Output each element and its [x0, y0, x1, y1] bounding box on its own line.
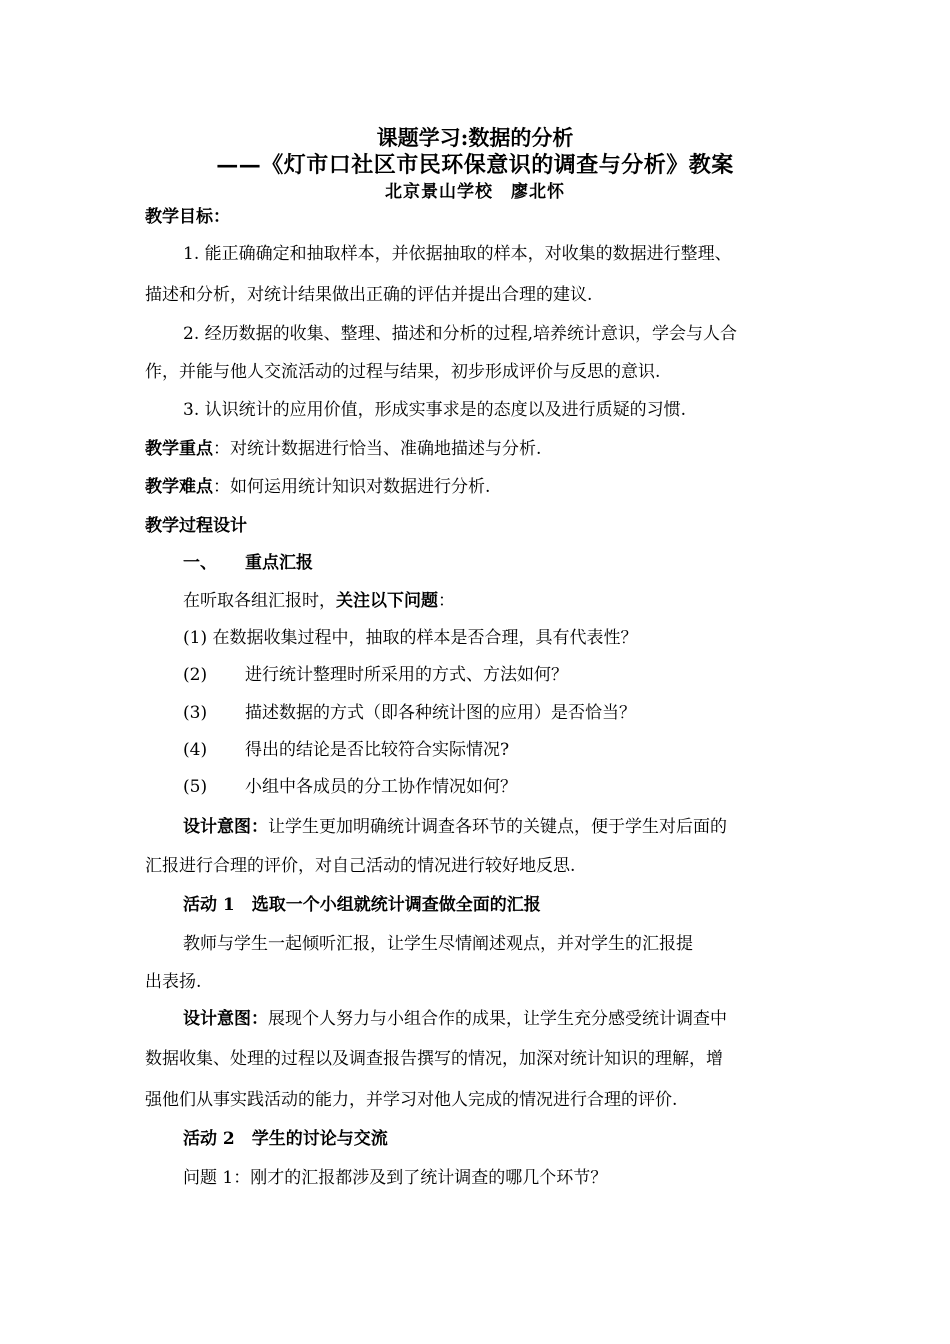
- activity-2-title: 活动 2 学生的讨论与交流: [183, 1129, 388, 1149]
- question-5: [183, 772, 517, 797]
- intent-2-line-1: [183, 1004, 727, 1029]
- question-2-text: 进行统计整理时所采用的方式、方法如何？: [245, 665, 568, 685]
- question-5-number: (5): [183, 777, 208, 797]
- question-3-text: 描述数据的方式（即各种统计图的应用）是否恰当？: [245, 703, 636, 723]
- intent-1-label: 设计意图：: [183, 817, 268, 837]
- difficulty-text: ：如何运用统计知识对数据进行分析.: [213, 477, 491, 497]
- key-point: [145, 434, 541, 459]
- activity-1-title: 活动 1 选取一个小组就统计调查做全面的汇报: [183, 895, 541, 915]
- intent-1-line-1: [183, 812, 727, 837]
- question-4-number: (4): [183, 740, 208, 760]
- listen-intro-colon: ：: [438, 591, 455, 611]
- question-2-number: (2): [183, 665, 208, 685]
- goals-heading: 教学目标：: [145, 207, 230, 227]
- doc-subtitle: ——《灯市口社区市民环保意识的调查与分析》教案: [216, 152, 734, 178]
- question-3: [183, 698, 636, 723]
- intent-2-text: 展现个人努力与小组合作的成果，让学生充分感受统计调查中: [268, 1009, 727, 1029]
- key-point-text: ：对统计数据进行恰当、准确地描述与分析.: [213, 439, 542, 459]
- goal-2-line-2: 作，并能与他人交流活动的过程与结果，初步形成评价与反思的意识.: [145, 362, 661, 382]
- intent-1-text: 让学生更加明确统计调查各环节的关键点，便于学生对后面的: [268, 817, 727, 837]
- activity-1-line-2: 出表扬.: [145, 972, 202, 992]
- activity-2-question-1: 问题 1：刚才的汇报都涉及到了统计调查的哪几个环节？: [183, 1168, 608, 1188]
- intent-1-line-2: 汇报进行合理的评价，对自己活动的情况进行较好地反思.: [145, 856, 576, 876]
- intent-2-line-3: 强他们从事实践活动的能力，并学习对他人完成的情况进行合理的评价.: [145, 1090, 678, 1110]
- listen-intro-bold: 关注以下问题: [336, 591, 438, 611]
- difficulty-label: 教学难点: [145, 477, 213, 497]
- question-2: [183, 660, 568, 685]
- question-4: [183, 735, 509, 760]
- listen-intro: [183, 586, 455, 611]
- question-5-text: 小组中各成员的分工协作情况如何？: [245, 777, 517, 797]
- goal-1-line-1: 1. 能正确确定和抽取样本，并依据抽取的样本，对收集的数据进行整理、: [183, 244, 732, 264]
- doc-title: 课题学习:数据的分析: [376, 125, 574, 150]
- goal-2-line-1: 2. 经历数据的收集、整理、描述和分析的过程,培养统计意识，学会与人合: [183, 324, 738, 344]
- goal-3: 3. 认识统计的应用价值，形成实事求是的态度以及进行质疑的习惯.: [183, 400, 687, 420]
- intent-2-label: 设计意图：: [183, 1009, 268, 1029]
- listen-intro-text: 在听取各组汇报时，: [183, 591, 336, 611]
- section-1-title: 重点汇报: [245, 553, 313, 573]
- question-1: (1) 在数据收集过程中，抽取的样本是否合理，具有代表性？: [183, 628, 638, 648]
- goal-1-line-2: 描述和分析，对统计结果做出正确的评估并提出合理的建议.: [145, 285, 593, 305]
- difficulty: [145, 472, 490, 497]
- key-point-label: 教学重点: [145, 439, 213, 459]
- question-3-number: (3): [183, 703, 208, 723]
- section-1-number: 一、: [183, 553, 217, 573]
- intent-2-line-2: 数据收集、处理的过程以及调查报告撰写的情况，加深对统计知识的理解，增: [145, 1049, 723, 1069]
- process-heading: 教学过程设计: [145, 516, 247, 536]
- doc-author: 北京景山学校 廖北怀: [385, 182, 565, 202]
- question-4-text: 得出的结论是否比较符合实际情况?: [245, 740, 510, 760]
- activity-1-line-1: 教师与学生一起倾听汇报，让学生尽情阐述观点，并对学生的汇报提: [183, 934, 693, 954]
- section-1-heading: [183, 548, 313, 573]
